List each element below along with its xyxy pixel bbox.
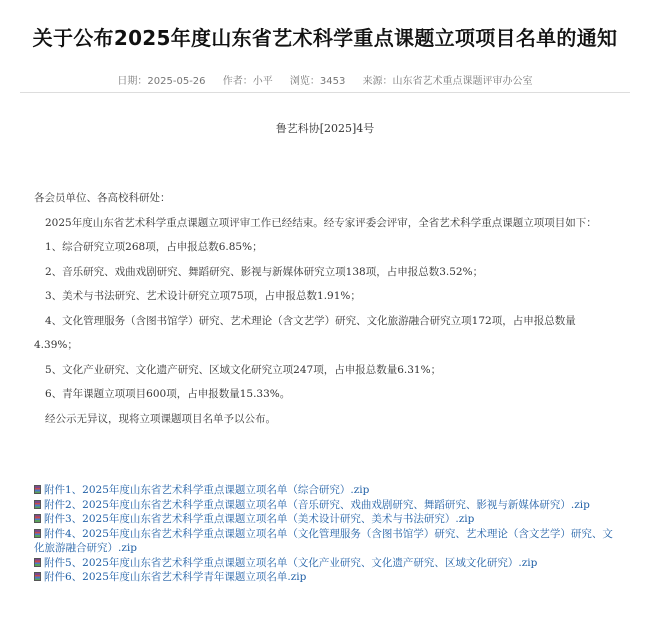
- attachment-label: 附件3、2025年度山东省艺术科学重点课题立项名单（美术设计研究、美术与书法研究）.zip: [44, 513, 475, 526]
- attachment-link-2[interactable]: [34, 498, 614, 512]
- attachment-link-3[interactable]: [34, 512, 614, 526]
- attachment-label: 附件1、2025年度山东省艺术科学重点课题立项名单（综合研究）.zip: [44, 484, 370, 496]
- attachment-label: 附件5、2025年度山东省艺术科学重点课题立项名单（文化产业研究、文化遗产研究、区域文化研究）.zip: [44, 556, 538, 569]
- attachment-link-1[interactable]: [34, 483, 614, 497]
- list-item-6: 6、青年课题立项项目600项，占申报数量15.33%。: [45, 388, 291, 400]
- zip-file-icon: [34, 572, 41, 581]
- list-item-4: 4、文化管理服务（含图书馆学）研究、艺术理论（含文艺学）研究、文化旅游融合研究立项172项，占申报总数量4.39%；: [34, 314, 576, 351]
- closing-paragraph: 经公示无异议，现将立项课题项目名单予以公布。: [45, 412, 276, 425]
- attachment-label: 附件4、2025年度山东省艺术科学重点课题立项名单（文化管理服务（含图书馆学）研究、艺术理论（含文艺学）研究、文化旅游融合研究）.zip: [34, 527, 613, 554]
- zip-file-icon: [34, 514, 41, 523]
- zip-file-icon: [34, 529, 41, 538]
- document-number: 鲁艺科协[2025]4号: [275, 122, 375, 135]
- salutation: 各会员单位、各高校科研处：: [34, 192, 171, 204]
- list-item-3: 3、美术与书法研究、艺术设计研究立项75项，占申报总数1.91%；: [45, 290, 361, 302]
- zip-file-icon: [34, 500, 41, 509]
- list-item-2: 2、音乐研究、戏曲戏剧研究、舞蹈研究、影视与新媒体研究立项138项，占申报总数3.52%；: [45, 265, 484, 278]
- list-item-1: 1、综合研究立项268项，占申报总数6.85%；: [45, 241, 263, 253]
- meta-author: 作者：小平: [222, 76, 273, 87]
- meta-views: 浏览：3453: [289, 76, 346, 87]
- attachment-label: 附件2、2025年度山东省艺术科学重点课题立项名单（音乐研究、戏曲戏剧研究、舞蹈研究、影视与新媒体研究）.zip: [44, 498, 590, 511]
- article-meta: [0, 72, 650, 87]
- attachment-link-6[interactable]: [34, 570, 614, 584]
- divider: [20, 92, 630, 93]
- list-item-5: 5、文化产业研究、文化遗产研究、区域文化研究立项247项，占申报总数量6.31%；: [45, 363, 442, 376]
- zip-file-icon: [34, 485, 41, 494]
- article-body: [34, 186, 614, 431]
- attachments-list: [34, 483, 614, 585]
- intro-paragraph: 2025年度山东省艺术科学重点课题立项评审工作已经结束。经专家评委会评审，全省艺术科学重点课题立项项目如下：: [45, 216, 597, 229]
- attachment-link-5[interactable]: [34, 556, 614, 570]
- meta-source: 来源：山东省艺术重点课题评审办公室: [362, 76, 533, 87]
- zip-file-icon: [34, 558, 41, 567]
- attachment-link-4[interactable]: [34, 527, 614, 555]
- attachment-label: 附件6、2025年度山东省艺术科学青年课题立项名单.zip: [44, 571, 307, 584]
- meta-date: 日期：2025-05-26: [117, 76, 206, 87]
- page-title: 关于公布2025年度山东省艺术科学重点课题立项项目名单的通知: [32, 26, 618, 50]
